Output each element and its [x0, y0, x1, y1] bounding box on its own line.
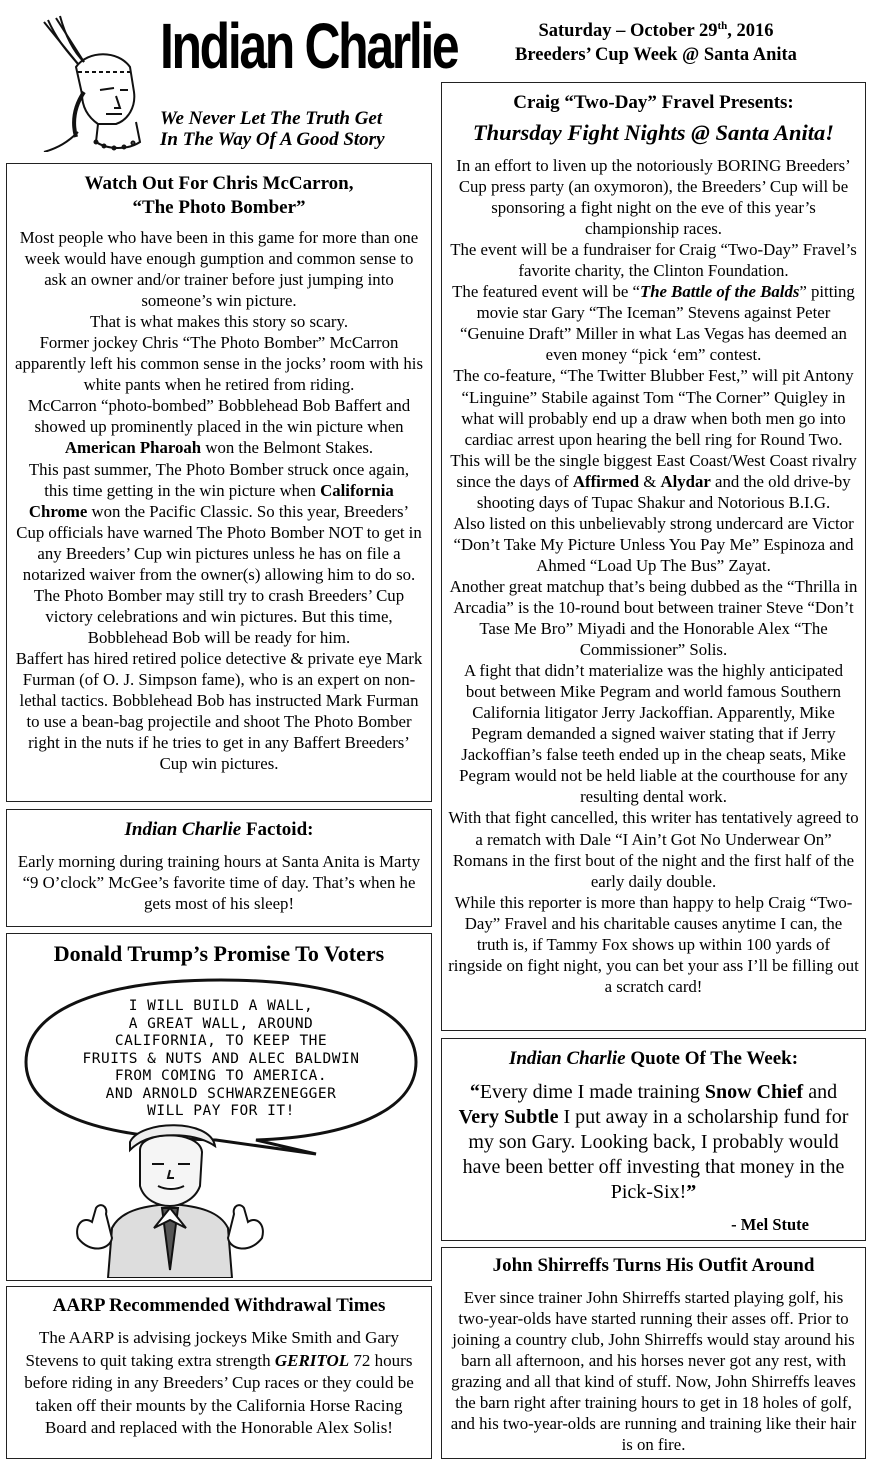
indian-chief-logo	[38, 12, 148, 152]
shirreffs-box	[441, 1247, 866, 1459]
dateline: Saturday – October 29th, 2016 Breeders’ Cup Week @ Santa Anita	[515, 20, 797, 66]
factoid-box	[6, 809, 432, 927]
shirreffs-title: John Shirreffs Turns His Outfit Around	[492, 1255, 815, 1276]
quote-box	[441, 1038, 866, 1241]
cartoon-title: Donald Trump’s Promise To Voters	[53, 941, 385, 966]
factoid-title: Indian Charlie Factoid:	[124, 819, 314, 840]
trump-caricature	[70, 1120, 270, 1278]
story-title: Watch Out For Chris McCarron,	[84, 173, 354, 194]
aarp-title: AARP Recommended Withdrawal Times	[52, 1295, 386, 1316]
fight-presenter: Craig “Two-Day” Fravel Presents:	[513, 92, 794, 113]
aarp-box	[6, 1286, 432, 1459]
quote-text: “Every dime I made training Snow Chief and Very Subtle I put away in a scholarship fund for my son Gary. Looking back, I probably would have been better off investing that money in the Pick-Six!”	[458, 1081, 849, 1203]
speech-bubble-text: I WILL BUILD A WALL, A GREAT WALL, AROUND CALIFORNIA, TO KEEP THE FRUITS & NUTS AND ALEC BALDWIN FROM COMING TO AMERICA. AND ARNOLD SCHWARZENEGGER WILL PAY FOR IT!	[82, 998, 360, 1119]
shirreffs-text: Ever since trainer John Shirreffs started playing golf, his two-year-olds have started running their asses off. Prior to joining a country club, John Shirreffs would stay around his barn all afternoon, and his horses never got any rest, with grazing and all that kind of stuff. Now, John Shirreffs leaves the barn right after training hours to get in 18 holes of golf, and his two-year-olds are running and training like their hair is on fire.	[450, 1288, 857, 1455]
quote-title: Indian Charlie Quote Of The Week:	[508, 1048, 799, 1069]
masthead-tagline: We Never Let The Truth Get In The Way Of A Good Story	[160, 108, 385, 150]
masthead-title: Indian Charlie	[160, 10, 458, 82]
quote-attribution: - Mel Stute	[731, 1215, 809, 1234]
factoid-text: Early morning during training hours at Santa Anita is Marty “9 O’clock” McGee’s favorite time of day. That’s when he gets most of his sleep!	[17, 852, 421, 914]
fight-night-story: Craig “Two-Day” Fravel Presents: Thursday Fight Nights @ Santa Anita! In an effort to liven up the notoriously BORING Breeders’ Cup press party (an oxymoron), the Breeders’ Cup will be sponsoring a fight night on the eve of this year’s championship races. The event will be a fundraiser for Craig “Two-Day” Fravel’s favorite charity, the Clinton Foundation. The featured event will be “The Battle of the Balds” pitting movie star Gary “The Iceman” Stevens against Peter “Genuine Draft” Miller in what Las Vegas has deemed an even money “pick ‘em” contest. The co-feature, “The Twitter Blubber Fest,” will pit Antony “Linguine” Stabile against Tom “The Corner” Quigley in what will probably end up a draw when both men go into cardiac arrest upon hearing the bell ring for Round Two. This will be the single biggest East Coast/West Coast rivalry since the days of Affirmed & Alydar and the old drive-by shooting days of Tupac Shakur and Notorious B.I.G. Also listed on this unbelievably strong undercard are Victor “Don’t Take My Picture Unless You Pay Me” Espinoza and Ahmed “Load Up The Bus” Zayat. Another great matchup that’s being dubbed as the “Thrilla in Arcadia” is the 10-round bout between trainer Steve “Don’t Tase Me Bro” Miyadi and the Honorable Alex “The Commissioner” Solis. A fight that didn’t materialize was the highly anticipated bout between Mike Pegram and world famous Southern California litigator Jerry Jackoffian. Apparently, Mike Pegram demanded a signed waiver stating that if Jerry Jackoffian’s false teeth ended up in the cheap seats, Mike Pegram would not be held liable at the courthouse for any resulting dental work. With that fight cancelled, this writer has tentatively agreed to a rematch with Dale “I Ain’t Got No Underwear On” Romans in the first bout of the night and the first half of the early daily double. While this reporter is more than happy to help Craig “Two-Day” Fravel and his charitable causes anytime I can, the truth is, if Tammy Fox shows up within 100 yards of ringside on fight night, you can bet your ass I’ll be filling out a scratch card!	[441, 82, 866, 1031]
mccarron-story: Watch Out For Chris McCarron, “The Photo Bomber” Most people who have been in this game for more than one week would have enough gumption and common sense to ask an owner and/or trainer before just jumping into someone’s win picture. That is what makes this story so scary. Former jockey Chris “The Photo Bomber” McCarron apparently left his common sense in the jocks’ room with his white pants when he retired from riding. McCarron “photo-bombed” Bobblehead Bob Baffert and showed up prominently placed in the win picture when American Pharoah won the Belmont Stakes. This past summer, The Photo Bomber struck once again, this time getting in the win picture when California Chrome won the Pacific Classic. So this year, Breeders’ Cup officials have warned The Photo Bomber NOT to get in any Breeders’ Cup win pictures unless he has on file a notarized waiver from the owner(s) allowing him to do so. The Photo Bomber may still try to crash Breeders’ Cup victory celebrations and win pictures. But this time, Bobblehead Bob will be ready for him. Baffert has hired retired police detective & private eye Mark Furman (of O. J. Simpson fame), who is an expert on non-lethal tactics. Bobblehead Bob has instructed Mark Furman to use a bean-bag projectile and shoot The Photo Bomber right in the nuts if he tries to get in any Baffert Breeders’ Cup win pictures.	[6, 163, 432, 802]
fight-title: Thursday Fight Nights @ Santa Anita!	[472, 120, 835, 145]
aarp-text: The AARP is advising jockeys Mike Smith and Gary Stevens to quit taking extra strength GERITOL 72 hours before riding in any Breeders’ Cup races or they could be taken off their mounts by the California Horse Racing Board and replaced with the Honorable Alex Solis!	[24, 1328, 414, 1437]
